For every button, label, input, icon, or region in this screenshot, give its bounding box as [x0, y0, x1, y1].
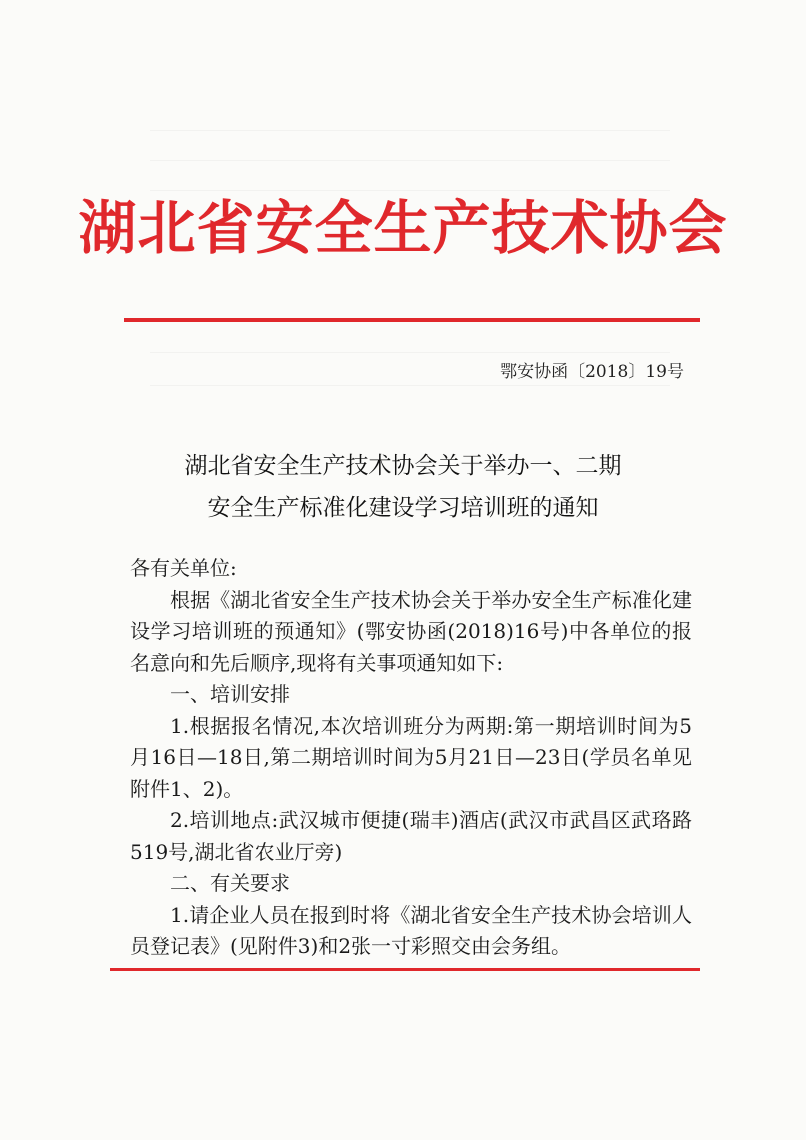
document-number: 鄂安协函〔2018〕19号 [500, 362, 684, 382]
bottom-red-rule [110, 968, 700, 971]
salutation: 各有关单位: [130, 556, 237, 580]
training-location-item: 2.培训地点:武汉城市便捷(瑞丰)酒店(武汉市武昌区武珞路519号,湖北省农业厅旁) [130, 808, 692, 864]
header-red-rule [124, 318, 700, 322]
section-heading-training: 一、培训安排 [170, 682, 290, 706]
training-schedule-item: 1.根据报名情况,本次培训班分为两期:第一期培训时间为5月16日—18日,第二期培训时间为5月21日—23日(学员名单见附件1、2)。 [130, 713, 692, 801]
organization-header-title: 湖北省安全生产技术协会 [78, 194, 728, 262]
bleed-through-line [150, 352, 670, 353]
section-heading-requirements: 二、有关要求 [170, 871, 290, 895]
bleed-through-line [150, 160, 670, 161]
notice-title-line-2: 安全生产标准化建设学习培训班的通知 [207, 495, 599, 521]
intro-paragraph: 根据《湖北省安全生产技术协会关于举办安全生产标准化建设学习培训班的预通知》(鄂安协函(2018)16号)中各单位的报名意向和先后顺序,现将有关事项通知如下: [130, 587, 692, 675]
notice-body [130, 553, 692, 963]
notice-title-line-1: 湖北省安全生产技术协会关于举办一、二期 [184, 453, 622, 479]
bleed-through-line [150, 385, 670, 386]
bleed-through-line [150, 130, 670, 131]
requirement-item-1: 1.请企业人员在报到时将《湖北省安全生产技术协会培训人员登记表》(见附件3)和2张一寸彩照交由会务组。 [130, 902, 692, 958]
